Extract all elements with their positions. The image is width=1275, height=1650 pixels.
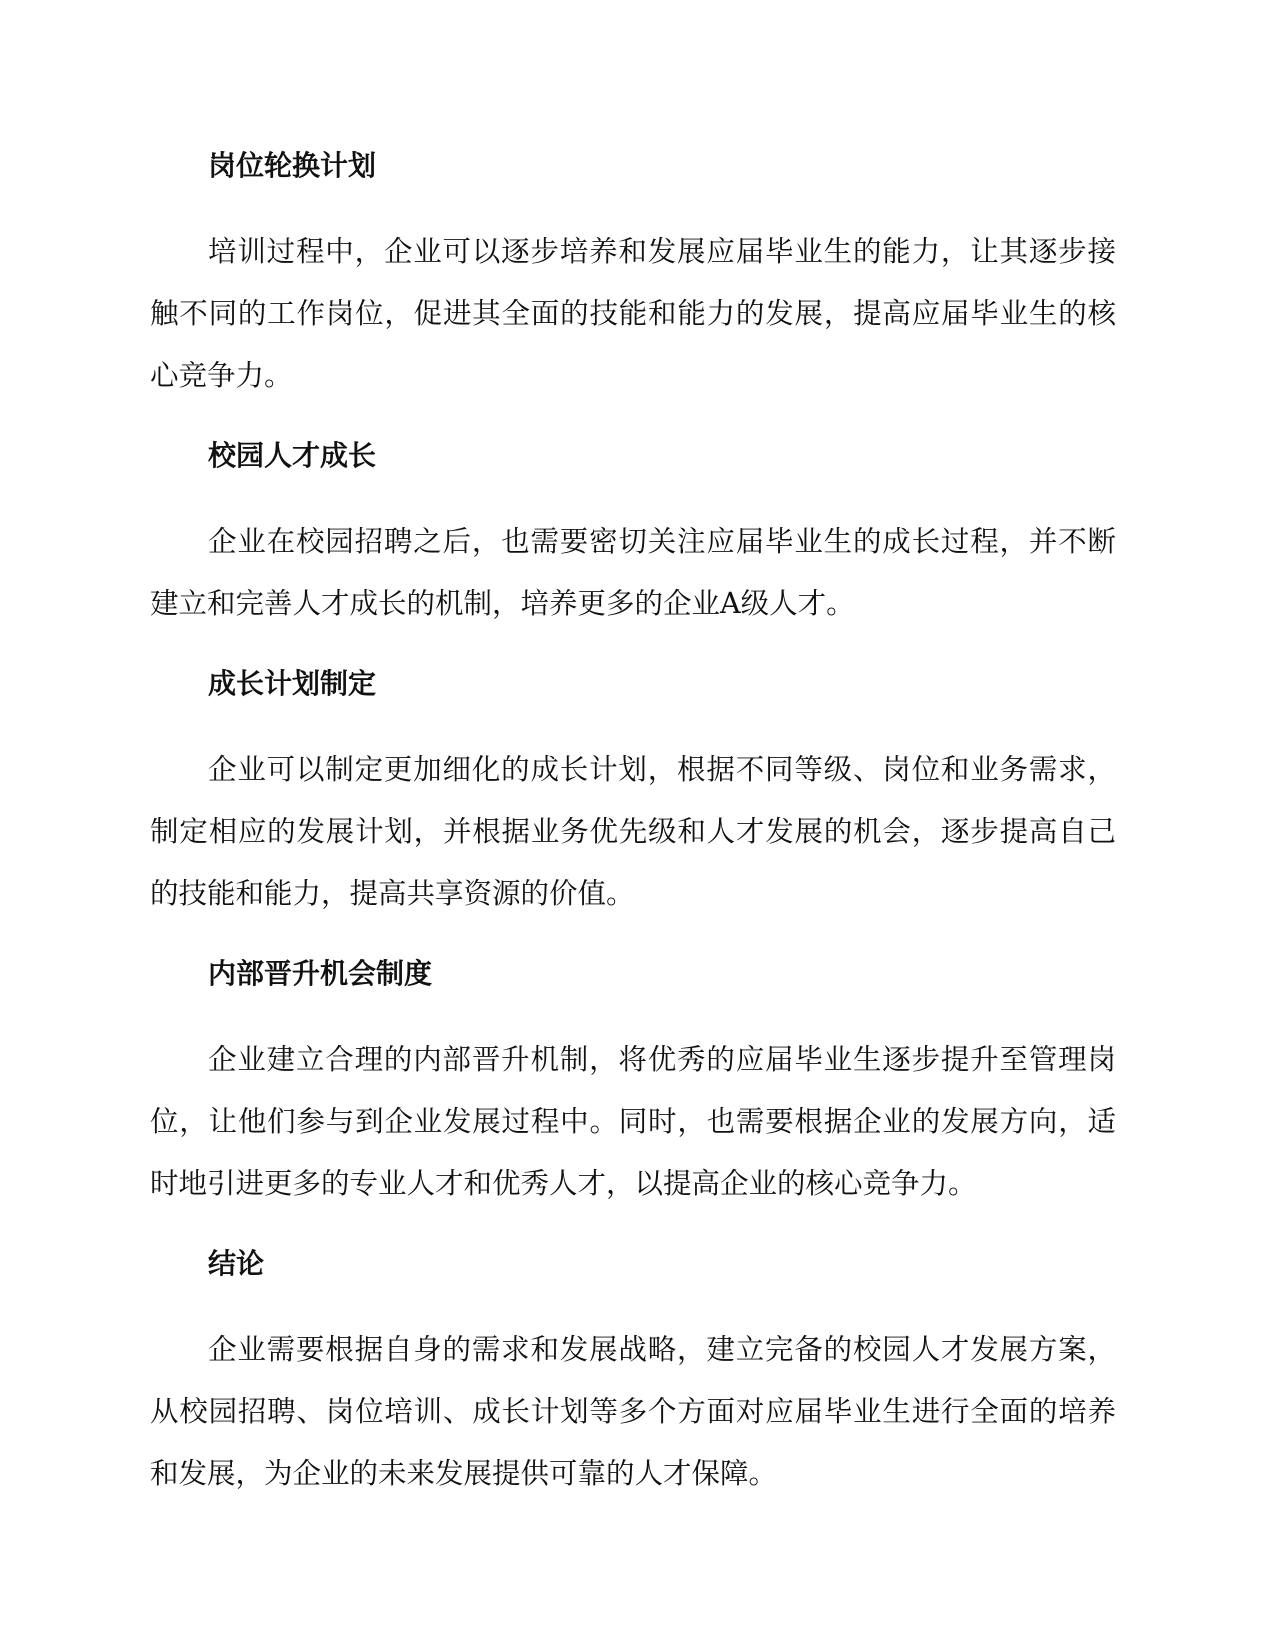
document-content [150,142,1116,1505]
section-heading-growth-plan: 成长计划制定 [208,667,377,700]
section-heading-internal-promotion: 内部晋升机会制度 [208,957,433,990]
section-body-growth-plan: 企业可以制定更加细化的成长计划，根据不同等级、岗位和业务需求，制定相应的发展计划，并根据业务优先级和人才发展的机会，逐步提高自己的技能和能力，提高共享资源的价值。 [150,753,1116,910]
section-heading-campus-talent-growth: 校园人才成长 [208,439,377,472]
section-body-campus-talent-growth: 企业在校园招聘之后，也需要密切关注应届毕业生的成长过程，并不断建立和完善人才成长的机制，培养更多的企业A级人才。 [150,525,1116,620]
section-body-internal-promotion: 企业建立合理的内部晋升机制，将优秀的应届毕业生逐步提升至管理岗位，让他们参与到企业发展过程中。同时，也需要根据企业的发展方向，适时地引进更多的专业人才和优秀人才，以提高企业的核心竞争力。 [150,1043,1116,1200]
section-heading-conclusion: 结论 [208,1247,265,1280]
section-body-conclusion: 企业需要根据自身的需求和发展战略，建立完备的校园人才发展方案，从校园招聘、岗位培训、成长计划等多个方面对应届毕业生进行全面的培养和发展，为企业的未来发展提供可靠的人才保障。 [150,1333,1116,1490]
section-body-job-rotation: 培训过程中，企业可以逐步培养和发展应届毕业生的能力，让其逐步接触不同的工作岗位，促进其全面的技能和能力的发展，提高应届毕业生的核心竞争力。 [150,235,1116,392]
section-heading-job-rotation: 岗位轮换计划 [208,149,377,182]
